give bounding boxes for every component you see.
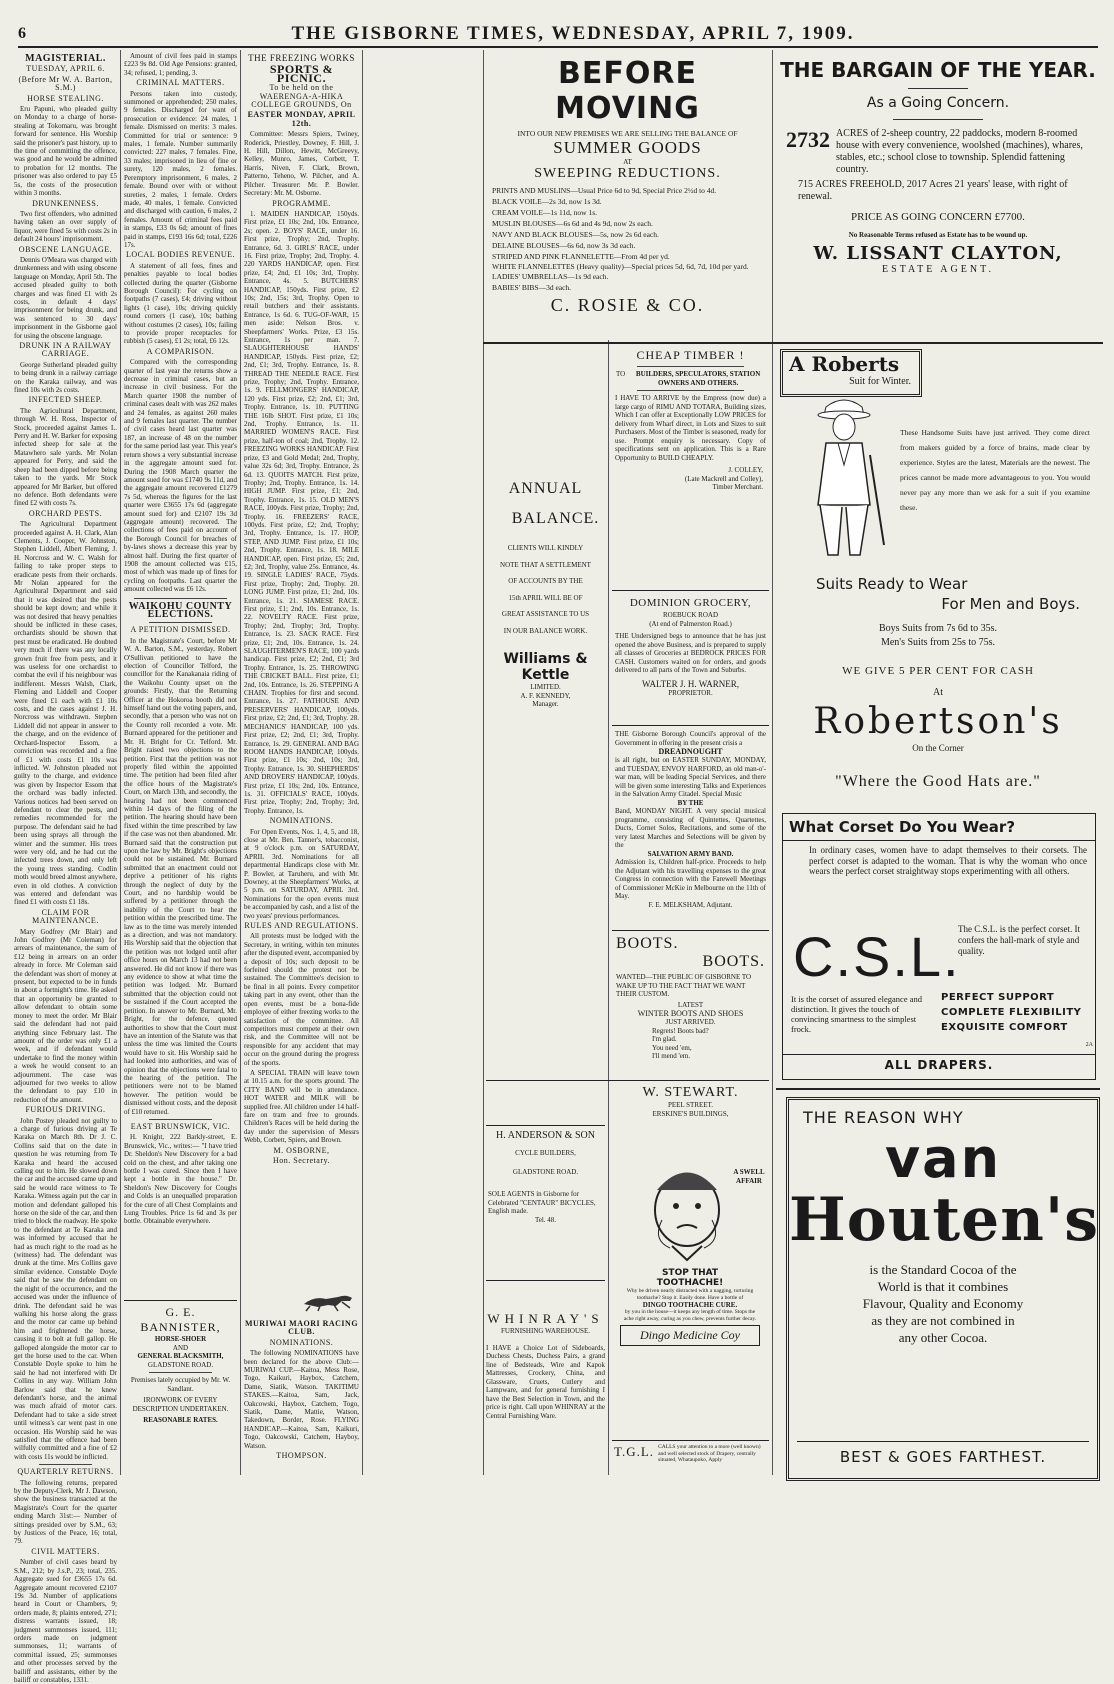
slogan: "Where the Good Hats are."	[835, 773, 1041, 790]
section-heading: CIVIL MATTERS.	[31, 1546, 100, 1556]
advert-line: as they are not combined in	[871, 1313, 1015, 1328]
advert-paragraph: CALLS your attention to a more (well known) and well selected stock of Drapery, centrally situated, Whataupoko, Apply	[658, 1444, 761, 1463]
advert-subheadline: SWEEPING REDUCTIONS.	[534, 166, 721, 181]
feature-line: COMPLETE FLEXIBILITY	[941, 1007, 1082, 1018]
advert-line: You need 'em,	[652, 1043, 692, 1052]
advert-paragraph: The C.S.L. is the perfect corset. It confers the hall-mark of style and quality.	[958, 924, 1080, 956]
column-rule	[772, 50, 773, 1475]
section-heading: DRUNK IN A RAILWAY CARRIAGE.	[19, 341, 112, 359]
divider	[783, 1054, 1095, 1055]
advert-subheadline: SUMMER GOODS	[553, 138, 702, 157]
article-paragraph: George Sutherland pleaded guilty to being drunk in a railway carriage on the Karaka railway, and was fined 10s with 2s costs.	[14, 360, 117, 395]
feature-line: PERFECT SUPPORT	[941, 992, 1055, 1003]
advert-paragraph: Admission 1s, Children half-price. Proceeds to help the Adjutant with his travelling expenses to the great Congress in connection with the Farewell Meetings of Commissioner McKie in Melbourne on the 11th of May.	[615, 858, 766, 900]
advert-headline: BEFORE MOVING	[555, 56, 700, 126]
racing-club-title: MURIWAI MAORI RACING CLUB.	[244, 1319, 359, 1337]
whinray-advert	[486, 1280, 605, 1476]
article-paragraph: The Agricultural Department, through W. H. Ross, Inspector of Stock, proceeded against James L. Perry and H. W. Barker for exposing infected sheep for sale at the Matawhero sale yards. Mr Nolan appeared for Perry, and said the sheep had been dipped before being taken to the yards. Mr Stock appeared for Mr Barker, but offered no defence. Both defendants were fined £2 with costs 7s.	[14, 406, 117, 508]
court-bench: (Before Mr W. A. Barton, S.M.)	[18, 74, 113, 93]
divider	[149, 622, 212, 623]
signature: THOMPSON.	[276, 1451, 327, 1461]
advert-headline: BOOTS.	[702, 953, 765, 970]
advert-line: AT	[623, 158, 632, 166]
advert-headline: DOMINION GROCERY,	[629, 597, 752, 609]
article-paragraph: The Agricultural Department proceeded against A. H. Clark, Alan Clements, J. Cooper, W. Johnston, Stephen Liddell, Albert Fleming, J. H. Norcross and W. C. Walsh for failing to take proper steps to eradicate pests from their orchards. Mr Nolan appeared for the Agricultural Department and said that it was desired that the pests should be kept down; and while it was not desired that heavy penalties should be inflicted in these cases, orchardists should be shown that pest must be eradicated. He doubted very much if there was any locally grown fruit free from pests, and it was useless for one orchardist to combat the evil if his neighbour was indifferent. Messrs Walsh, Clark, Fleming and Liddell and Cooper were fined £1 each with £1 10s costs, and the cases against J. H. Norcross was withdrawn. Stephen Liddell did not appear in answer to the charge, and on the evidence of Orchard-Inspector Essom, a conviction was recorded and a fine of £1 with costs £1 10s was inflicted. W. Johnston pleaded not guilty to the charge, and evidence was given by Inspector Essom that the orchard was badly infected. Various notices had been served on defendant to clear the pests, and remedies recommended for the purpose. The defendant said he had been using sprays all through the winter and the summer. His trees were very old, and he had cut the infected trees down, and only left the young trees standing. Codlin moth would breed almost anywhere, even in old clothes. A conviction was entered and defendant was fined £1 with costs £1 18s.	[14, 520, 117, 907]
sale-item: LADIES' UMBRELLAS—1s 9d each.	[492, 272, 609, 281]
signature: Timber Merchant.	[712, 483, 763, 491]
advert-headline: For Men and Boys.	[941, 595, 1080, 613]
advert-footer: BEST & GOES FARTHEST.	[839, 1448, 1047, 1466]
advert-line: WE GIVE 5 PER CENT FOR CASH	[842, 665, 1034, 677]
section-heading: RULES AND REGULATIONS.	[244, 921, 359, 931]
advert-line: TO	[616, 370, 626, 378]
article-paragraph: In the Magistrate's Court, before Mr W. A. Barton, S.M., yesterday, Robert O'Sullivan petitioned to have the election of Councillor Telford, the councillor for the Kanakanaia riding of the Waikohu County upset on the grounds: Firstly, that the Returning Officer at the Hokoroa booth did not himself hand out the voting papers, and, secondly, that a person who was not on the County roll recorded a vote. Mr. Burnard appeared for the petitioner and Mr. H. Bright for Cr. Telford. Mr. Bright raised two objections to the petition. First that the petition was not properly filed within the appointed time. The petition had been filed after the office hours of the Magistrate's Court, on March 13th, and secondly, the hearing had not been commenced within 14 days of the filing of the petition. The hearing should have been fixed within the time prescribed by law if the case was not then abandoned. Mr. Burnard said that the construction put upon the law by Mr. Bright's objections could not be sustained. Mr. Burnard submitted that an enactment could not deprive a petitioner of his rights through the neglect of duty by the Court, and no hardship would be suffered by a petitioner through the inability of the Court to hear the petition within the prescribed time. The law as to the time was merely intended as a direction, and was not mandatory. His Worship said that the objection that the petition was not lodged until after office hours on March 13 had not been answered. He did not know if there was any evidence to show at what time the petition was lodged. Mr. Burnard submitted that the objection could not be sustained if the Court accepted the petition. In answer to Mr. Burnard, Mr. Bright, for the defence, quoted authorities to show that the Court must have an intention of the Statute was that unless the time was limited the Courts would have to sit. His Worship said he had looked into authorities, and was of opinion that the objections were fatal to the hearing of the petition. The petitioners were not to be blamed however. The petition would be dismissed without costs, and the deposit of £10 returned.	[124, 636, 237, 1116]
advert-headline: What Corset Do You Wear?	[783, 814, 1095, 841]
advert-line: FURNISHING WAREHOUSE.	[501, 1327, 590, 1335]
advertiser-name: H. ANDERSON & SON	[496, 1130, 595, 1141]
advertiser-name: G. E. BANNISTER,	[140, 1305, 221, 1334]
roberts-label-box	[780, 349, 922, 397]
bannister-advert	[124, 1300, 237, 1476]
price-line: Boys Suits from 7s 6d to 35s.	[878, 623, 998, 634]
section-heading: CRIMINAL MATTERS.	[136, 78, 225, 88]
event-date: EASTER MONDAY, APRIL 12th.	[247, 110, 356, 128]
section-heading: CLAIM FOR MAINTENANCE.	[32, 907, 99, 926]
price: PRICE AS GOING CONCERN £7700.	[851, 211, 1025, 223]
column-rule	[608, 340, 609, 1475]
divider	[149, 1372, 212, 1373]
programme-list: 1. MAIDEN HANDICAP, 150yds. First prize, £1 10s; 2nd, 10s. Entrance, 2s; open. 2. BOYS' RACE, under 16. First prize, Trophy; 2nd, Trophy. Entrance, 6d. 3. GIRLS' RACE, under 16. First prize, Trophy; 2nd, Trophy. 4. 220 YARDS HANDICAP, open. First prize, £4; 2nd, £1 10s; 3rd, Trophy. Entrance, 4s. 5. BUTCHERS' HANDICAP, 150yds. First prize, £2 10s; 2nd, 15s; 3rd, Trophy. Open to retail butchers and their assistants. Entrance, 1s 6d. 6. TUG-OF-WAR, 15 men aside: Nelson Bros. v. Sheepfarmers' Works. Prize, £3 15s. Entrance, 1s per man. 7. SLAUGHTERHOUSE HANDS' HANDICAP, 150yds. First prize, £2; 2nd, £1; 3rd, Trophy. Entrance, 1s. 8. THREAD THE NEEDLE RACE. First prize, Trophy; 2nd, Trophy. Entrance, 1s. 9. FELLMONGERS' HANDICAP, 120 yds. First prize, £2; 2nd, £1; 3rd, Trophy. Entrance, 1s. 10. PUTTING THE 16lb SHOT. First prize, £1 10s; 2nd, Trophy. Entrance, 1s. 11. MARRIED WOMEN'S RACE. First prize, half-ton of coal; 2nd, Trophy. 12. FREEZING WORKS HANDICAP. First prize, £3 and Gold Medal; 2nd, Trophy, value 32s 6d; 3rd, Trophy. Entrance, 2s 6d. 13. QUOITS MATCH. First prize, Trophy; 2nd, Trophy. Entrance, 1s. 14. HIGH JUMP. First prize, £1; 2nd, Trophy. Entrance, 1s. 15. OLD MEN'S RACE, 100yds. First prize, Trophy; 2nd, Trophy. 16. FREEZERS' RACE, 100yds. First prize, £2; 2nd, Trophy; 3rd, Trophy. Entrance, 1s. 17. HOP, STEP, AND JUMP. First prize, £1 10s; 2nd, Trophy. Entrance, 1s. 18. MILE HANDICAP, open. First prize, £5; 2nd, £2; 3rd, Trophy, value 25s. Entrance, 4s. 19. SINGLE LADIES' RACE, 75yds. First prize, Trophy; 2nd, Trophy. 20. LONG JUMP. First prize, £1; 2nd, 10s. Entrance, 1s. 21. SIAMESE RACE. First prize, £1; 2nd, 10s. Entrance, 1s. 22. NOVELTY RACE. First prize, Trophy; 2nd, Trophy; 3rd, Trophy. Entrance, 1s. 23. SACK RACE. First prize, £1; 2nd, 10s. Entrance, 1s. 24. SLAUGHTERMEN'S RACE, 100 yards handicap. First prize, £2; 2nd, £1; 3rd Trophy. Entrance, 1s. 25. THROWING THE CRICKET BALL. First prize, £1; 2nd, 10s. Entrance, 1s. 26. STEPPING A CHAIN. Trophies for first and second. Entrance, 1s. 27. FATHOUSE AND PRESERVERS' HANDICAP, 100yds. First prize, £2; 2nd, £1; 3rd, Trophy. 28. MECHANICS' HANDICAP, 100 yds. First prize, £2; 2nd, £1; 3rd, Trophy. Entrance, 1s. 29. GENERAL AND BAG ROOM HANDS HANDICAP, 100yds. First prize, £1 10s; 2nd, 10s; 3rd, Trophy. Entrance, 1s. 30. SHEPHERDS' AND DROVERS' HANDICAP, 100yds. First prize, £1 10s; 2nd, 10s. Entrance, 1s. 31. OFFICIALS' RACE, 100yds. First prize, Trophy; 2nd, Trophy; 3rd, Trophy. Entrance, 1s.	[244, 209, 359, 815]
advert-line: BUILDERS, SPECULATORS, STATION OWNERS AND OTHERS.	[635, 370, 761, 387]
advertiser-name: WALTER J. H. WARNER,	[641, 678, 739, 689]
divider	[637, 390, 744, 391]
column-rule	[362, 50, 363, 1475]
advert-line: CLIENTS WILL KINDLY	[507, 544, 584, 552]
section-heading: A COMPARISON.	[146, 346, 215, 356]
acreage-number: 2732	[786, 127, 830, 152]
advert-line: HORSE-SHOER	[154, 1335, 207, 1343]
feature-line: EXQUISITE COMFORT	[941, 1022, 1068, 1033]
newspaper-title: THE GISBORNE TIMES, WEDNESDAY, APRIL 7, 1909.	[291, 23, 855, 44]
court-returns-column	[124, 52, 237, 1477]
advert-line: ROEBUCK ROAD	[662, 611, 719, 619]
advert-line: is the Standard Cocoa of the	[869, 1262, 1017, 1277]
advert-line: GREAT ASSISTANCE TO US	[501, 610, 590, 618]
advert-line: ERSKINE'S BUILDINGS,	[652, 1109, 729, 1118]
advert-line: Manager.	[532, 700, 559, 708]
advert-line: by you in the house—it keeps any length of time. Stops the ache right away, curing as you chew, prevents further decay.	[623, 1309, 757, 1322]
advert-line: At	[933, 687, 943, 698]
advertiser-name: A Roberts	[789, 352, 900, 376]
article-paragraph: Persons taken into custody, summoned or apprehended; 250 males, 9 females. Discharged for want of prosecution or evidence: 24 males, 1 female. Dismissed on merits: 3 males. Committed for trial or sentence: 9 males, 1 female. Number summarily convicted: 227 males, 7 females. Fine, 33 males; imprisoned in lieu of fine or surety, 120 males, 2 females. Peremptory imprisonment, 6 males, 2 female. Bound over with or without sureties, 2 males, 1 female. Orders made, 40 males, 1 female. Convicted and discharged with caution, 6 males, 2 females. Amount of criminal fees paid in stamps, £33 0s 6d; amount of fines paid in stamps, £193 16s 6d; total, £226 17s.	[124, 89, 237, 249]
article-paragraph: Mary Godfrey (Mr Blair) and John Godfrey (Mr Coleman) for arrears of maintenance, the sum of £12 being in arrears on an order already in force. Mr Coleman said the defendant was short of money at present, but expected to be in funds in about a fortnight's time. He asked that an opportunity be granted to allow defendant to obtain some money to meet the order. Mr Blair said the defendant had not paid anything since February last. The amount of the order was only £1 a week, and if defendant would undertake to find the money within a week he would consent to an adjournment. The case was adjourned for two weeks to allow the defendant to pay £10 in reduction of the amount.	[14, 927, 117, 1104]
article-paragraph: Two first offenders, who admitted having taken an over supply of liquor, were fined 5s with costs 2s in default 24 hours' imprisonment.	[14, 209, 117, 244]
sports-title: SPORTS & PICNIC.	[269, 62, 334, 85]
section-heading: INFECTED SHEEP.	[28, 395, 103, 405]
sports-picnic-column	[244, 52, 359, 1297]
advert-footer: ALL DRAPERS.	[884, 1058, 994, 1072]
advert-headline: ANNUAL	[508, 480, 583, 497]
advertiser-name: W. STEWART.	[642, 1085, 739, 1100]
masthead	[18, 22, 1098, 48]
advert-line: LATEST	[677, 1000, 704, 1009]
advert-headline: DREADNOUGHT	[658, 747, 723, 756]
advert-headline: Suits Ready to Wear	[816, 575, 968, 593]
brand-script: Dingo Medicine Coy	[620, 1325, 760, 1346]
advert-subheadline: As a Going Concern.	[866, 95, 1010, 111]
property-description: 715 ACRES FREEHOLD, 2017 Acres 21 years' lease, with right of renewal.	[798, 179, 1068, 202]
advert-line: WINTER BOOTS AND SHOES	[637, 1009, 744, 1018]
tgl-advert	[612, 1440, 769, 1479]
advertiser-name: W. LISSANT CLAYTON,	[813, 243, 1063, 264]
annual-balance-advert	[486, 480, 605, 800]
column-rule	[240, 50, 241, 1475]
nominations-list: The following NOMINATIONS have been declared for the above Club:— MURIWAI CUP.—Kaitoa, Mess Rose, Togo, Kaikuri, Haybox, Catchem, Dame, Siatik, Watson. TAKITIMU STAKES.—Kaitoa, Sam, Jack, Oakcowski, Haybox, Catchem, Togo, Siatik, Dame, Mattie, Watson, Takedown, Border, Rose. FLYING HANDICAP.—Kaitoa, Sam, Kaikuri, Togo, Oakcowski, Catchem, Hayboy, Watson.	[244, 1349, 359, 1450]
advert-line: On the Corner	[912, 743, 964, 753]
dominion-grocery-advert	[612, 590, 769, 726]
advert-line: REASONABLE RATES.	[143, 1416, 218, 1424]
sale-item: NAVY AND BLACK BLOUSES—5s, now 2s 6d each.	[492, 230, 659, 239]
divider	[797, 1441, 1089, 1442]
article-paragraph: John Postey pleaded not guilty to a charge of furious driving at Te Karaka on March 8th. Dr J. C. Collins said that on the date in question he was returning from Te Karaka and heard the accused calling out to him. He slowed down the car and the accused came up and said he would race witness to Te Karaka. Witness again put the car in motion and defendant galloped his horse on the side of the car, and then tried to block the roadway. He spoke to the defendant at Te Karaka and was informed by accused that he had as much right to the road as he (witness) had. The defendant was drunk at the time. Mrs Collins gave similar evidence. Constable Doyle said that he saw the defendant on the night of the occurrence, and the accused was under the influence of drink. The defendant said he was walking his horse along the grass and the motor car came up behind him and frightened the horse, causing it to bolt at full gallop. He galloped alongside the motor car to get the horse used to the car. When Constable Doyle spoke to him he said he had not interfered with Dr Collins in any way. William John Barlow said that he knew defendant's horse, and the animal was much afraid of motor cars. Defendant had to take a side street until witness's car went past in one occasion. His Worship said he was satisfied that the offence had been wilfully committed and a fine of £2 with costs 11s would be inflicted.	[14, 1116, 117, 1461]
divider	[39, 1464, 92, 1465]
section-heading: FURIOUS DRIVING.	[25, 1105, 106, 1115]
advert-line: (At end of Palmerston Road.)	[649, 619, 732, 628]
advert-line: any other Cocoa.	[898, 1330, 988, 1345]
salvation-army-advert	[612, 725, 769, 931]
advert-line: World is that it combines	[877, 1279, 1009, 1294]
advert-line: SALVATION ARMY BAND.	[647, 849, 734, 858]
section-heading: ORCHARD PESTS.	[28, 508, 103, 518]
section-heading: QUARTERLY RETURNS.	[17, 1467, 114, 1477]
bargain-advert	[776, 52, 1100, 337]
van-houtens-advert	[786, 1097, 1100, 1481]
advert-line: I'm glad.	[652, 1035, 677, 1043]
advert-paragraph: THE Undersigned begs to announce that he has just opened the above Business, and is prepared to supply all classes of Groceries at BEDROCK PRICES FOR CASH. Customers waited on for orders, and goods delivered to all parts of the Town and Suburbs.	[615, 632, 766, 674]
advert-line: Regrets! Boots bad?	[652, 1026, 709, 1035]
page-number: 6	[18, 25, 26, 42]
advert-line: IN OUR BALANCE WORK.	[503, 626, 588, 635]
column-rule	[120, 50, 121, 1475]
advert-line: PEEL STREET.	[667, 1101, 714, 1109]
advert-line: PROPRIETOR.	[668, 688, 713, 697]
advert-line: Tel. 48.	[534, 1215, 557, 1224]
advertiser-name: Robertson's	[813, 701, 1063, 742]
advert-paragraph: In ordinary cases, women have to adapt themselves to their corsets. The perfect corset is adapted to the woman. That is why the woman who once wears the perfect corset straightway stops experimenting with all others.	[809, 845, 1087, 876]
advert-line: Premises lately occupied by Mr. W. Sandlant.	[130, 1376, 231, 1393]
sale-item: WHITE FLANNELETTES (Heavy quality)—Special prices 5d, 6d, 7d, 10d per yard.	[492, 262, 749, 271]
advertiser-name: WHINRAY'S	[487, 1311, 604, 1326]
article-paragraph: The following returns, prepared by the Deputy-Clerk, Mr J. Dawson, show the business transacted at the Magistrate's Court for the quarter ending March 31st:— Number of sittings presided over by S.M., 63; by Justices of the Peace, 16; total, 79.	[14, 1478, 117, 1546]
divider	[149, 1119, 212, 1120]
signature: J. COLLEY,	[728, 466, 763, 474]
sale-item: STRIPED AND PINK FLANNELETTE—From 4d per yd.	[492, 252, 670, 261]
advert-line: Why be driven nearly distracted with a nagging, torturing toothache? Stop it. Easily done. Have a bottle of	[626, 1288, 754, 1301]
advert-paragraph: is all right, but on EASTER SUNDAY, MONDAY, and TUESDAY, ENVOY HARFORD, an old man-o'-war man, will be leading Special Services, and there will be given some interesting Talks and Experiences in the Salvation Army Citadel. Special Music	[615, 756, 766, 798]
advert-line: GLADSTONE ROAD.	[147, 1360, 214, 1369]
article-paragraph: H. Knight, 222 Barkly-street, E. Brunswick, Vic., writes:— "I have tried Dr. Sheldon's New Discovery for a bad cold on the chest, and after taking one bottle I was cured. Since then I have kept a bottle in the house." Dr. Sheldon's New Discovery for Coughs and Colds is an unequalled preparation for the cure of all Chest Complaints and Lung Troubles. Price 1s 6d and 3s per bottle. Obtainable everywhere.	[124, 1133, 237, 1226]
advert-headline: TOOTHACHE!	[656, 1278, 724, 1288]
advert-line: A. F. KENNEDY,	[520, 691, 571, 700]
advert-line: JUST ARRIVED.	[665, 1018, 716, 1026]
before-moving-advert	[486, 52, 769, 342]
article-paragraph: For Open Events, Nos. 1, 4, 5, and 18, close at Mr. Ben. Tanner's, tobacconist, at 9 o'clock p.m. on SATURDAY, APRIL 3rd. Nominations for all departmental Handicaps close with Mr. P. Bowler, at Taruheru, and with Mr. Downey, at the Sheepfarmers' Works, at 5 p.m. on SATURDAY, APRIL 3rd. Nominations for the open events must be accompanied by cash, and a list of the two years' previous performances.	[244, 827, 359, 920]
advert-headline: THE BARGAIN OF THE YEAR.	[780, 58, 1096, 82]
advert-line: Suit for Winter.	[849, 376, 911, 387]
advert-headline: THE REASON WHY	[803, 1108, 964, 1127]
sale-item: PRINTS AND MUSLINS—Usual Price 6d to 9d, Special Price 2½d to 4d.	[492, 186, 717, 195]
article-paragraph: Compared with the corresponding quarter of last year the returns show a decrease in criminal cases, but an increase in civil business. For the March quarter 1908 the number of criminal cases dealt with was 262 males and 24 females, as against 260 males and 9 females last quarter. The number of civil cases heard last quarter was 187, an increase of 48 on the number for the same period last year. This year's return shows a very substantial increase in the aggregate amount sued for. During the 1908 March quarter the amount sued for was £1740 9s 11d, and the aggregate amount recovered £1279 7s 5d, whereas the figures for the last quarter were £3655 17s 6d (aggregate amount sued for) and £2107 19s 3d (aggregate amount) recovered. The collections of fees paid on account of the Borough Council for breaches of by-laws shows a decrease this year by almost half. During the first quarter of 1908 the amount collected was £15, most of which was made up of fines for cycling on footpaths. Last quarter the amount collected was £6 12s.	[124, 358, 237, 594]
magisterial-headline: MAGISTERIAL.	[25, 53, 106, 64]
advert-line: WANTED—THE PUBLIC OF GISBORNE TO WAKE UP TO THE FACT THAT WE WANT THEIR CUSTOM.	[616, 973, 752, 998]
brand-name: Houten's	[789, 1185, 1099, 1255]
signature-title: Hon. Secretary.	[273, 1156, 330, 1165]
swollen-face-icon	[642, 1160, 732, 1265]
racehorse-icon	[300, 1290, 360, 1312]
advert-line: CYCLE BUILDERS,	[515, 1149, 576, 1157]
waikohu-headline: WAIKOHU COUNTY ELECTIONS.	[128, 600, 233, 620]
advert-line: LIMITED.	[530, 683, 561, 691]
sale-items	[486, 185, 769, 293]
advert-line: IRONWORK OF EVERY DESCRIPTION UNDERTAKEN.	[132, 1396, 229, 1413]
anderson-advert	[486, 1125, 605, 1276]
advert-headline: STOP THAT	[661, 1268, 719, 1278]
article-paragraph: Amount of civil fees paid in stamps £223 9s 8d. Old Age Pensions: granted, 34; refused, 1; pending, 3.	[124, 52, 237, 77]
advertiser-role: ESTATE AGENT.	[882, 264, 994, 275]
toothache-advert	[612, 1160, 769, 1395]
divider	[134, 598, 227, 599]
divider	[483, 342, 1103, 344]
advert-paragraph: These Handsome Suits have just arrived. They come direct from makers guided by a force of brains, made clear by experience. Styles are the latest, Materials are the newest. The prices cannot be made more advantageous to you. You would never pay any more than we ask for a suit if you examine these.	[900, 428, 1090, 512]
advertiser-name: C. ROSIE & CO.	[550, 295, 705, 315]
terms: No Reasonable Terms refused as Estate has to be wound up.	[848, 231, 1028, 239]
divider	[776, 1088, 1100, 1090]
signature: M. OSBORNE,	[273, 1145, 330, 1155]
advertiser-name: Williams & Kettle	[503, 651, 588, 683]
advert-line: GENERAL BLACKSMITH,	[137, 1352, 224, 1360]
article-paragraph: Eru Papuni, who pleaded guilty on Monday to a charge of horse-stealing at Tokomaru, was brought forward for sentence. His Worship said the prisoner's past history, up to the time of committing the offence, was good and he would be admitted to probation for 12 months. The prisoner was also ordered to pay £5 5s, the costs of the prosecution within 3 months.	[14, 105, 117, 198]
gentleman-figure-icon	[798, 395, 890, 565]
advert-line: OF ACCOUNTS BY THE	[508, 577, 583, 585]
divider	[637, 366, 744, 367]
advert-line: SOLE AGENTS in Gisborne for Celebrated "CENTAUR" BICYCLES, English made.	[488, 1190, 596, 1215]
section-heading: A PETITION DISMISSED.	[130, 625, 231, 635]
advert-paragraph: Band, MONDAY NIGHT. A very special musical programme, consisting of Quintettes, Quartettes, Ducts, Cornet Solos, Recitations, and some of the very latest Marches and Selections will be given by the	[615, 807, 766, 849]
section-heading: NOMINATIONS.	[269, 816, 334, 826]
sale-item: DELAINE BLOUSES—6s 6d, now 3s 3d each.	[492, 241, 636, 250]
advert-paragraph: THE Gisborne Borough Council's approval of the Government in offering in the present crisis a	[615, 730, 766, 747]
boots-advert	[612, 930, 769, 1081]
article-paragraph: A statement of all fees, fines and penalties payable to local bodies collected during the quarter (Gisborne Borough Council): For cycling on footpaths (7 cases), £4; driving without lights (1 case), 10s; driving quickly round corners (1 case), 10s; bathing without costumes (2 cases), 10s; failing to provide proper receptacles for rubbish (5 cases), £1 2s; total, £6 12s.	[124, 261, 237, 346]
advertiser-name: T.G.L.	[614, 1444, 655, 1459]
article-paragraph: Committee: Messrs Spiers, Twiney, Roderick, Priestley, Downey, F. Hill, J. H. Hill, Dillon, Hewitt, McGreevy, Kelley, Munro, James, Corbett, T. Harris, Niven, F. Clark, Brown, Patterno, Teheno, W. Pilcher, and A. Pilcher. Treasurer: Mr. P. Bowler. Secretary: Mr. M. Osborne.	[244, 130, 359, 198]
divider	[893, 119, 983, 120]
section-heading: HORSE STEALING.	[27, 93, 104, 103]
brand-van: van	[884, 1127, 1002, 1190]
signature: (Late Mackrell and Colley),	[684, 474, 763, 483]
article-paragraph: Dennis O'Meara was charged with drunkenness and with using obscene language on Monday, April 5th. The accused pleaded guilty to both charges and was fined £1 with 2s costs, in default 4 days' imprisonment for being drunk, and was sentenced to 30 days' imprisonment in the Gisborne gaol for using the obscene language.	[14, 255, 117, 340]
section-heading: OBSCENE LANGUAGE.	[18, 244, 113, 254]
speech-bubble: A SWELL AFFAIR	[733, 1168, 765, 1185]
product-name: DINGO TOOTHACHE CURE.	[642, 1301, 738, 1309]
advert-line: To be held on the WAERENGA-A-HIKA COLLEGE GROUNDS, On	[251, 83, 352, 110]
section-heading: DRUNKENNESS.	[32, 198, 99, 208]
advert-headline: BOOTS.	[616, 935, 679, 952]
magisterial-column	[14, 52, 117, 1684]
advert-headline: CHEAP TIMBER !	[636, 348, 745, 362]
advert-paragraph: I HAVE TO ARRIVE by the Empress (now due) a large cargo of RIMU AND TOTARA, Building sizes, Which I can offer at Exceptionally LOW PRICES for delivery from Wharf direct, in Lots and Sizes to suit Purchasers. Most of the Timber is seasoned, ready for use. Prompt enquiry is necessary. Copy of specifications sent on application. This is a Rare Opportunity to BUILD CHEAPLY.	[615, 394, 766, 462]
corset-logo: C.S.L.	[793, 925, 961, 988]
advert-line: INTO OUR NEW PREMISES WE ARE SELLING THE BALANCE OF	[517, 129, 738, 138]
article-paragraph: All protests must be lodged with the Secretary, in writing, within ten minutes after the disputed event, accompanied by a deposit of 10s; such deposit to be forfeited should the protest not be sustained. The Committee's decision to be final in all points. Every competitor taking part in any event, other than the open events, must be a bona-fide employee of either freezing works to the satisfaction of the committee. All competitors must compete at their own risk, and the Committee will not be responsible for any accident that may occur on the ground during the progress of the sports.	[244, 932, 359, 1067]
sale-item: MUSLIN BLOUSES—6s 6d and 4s 9d, now 2s each.	[492, 219, 653, 228]
article-paragraph: A SPECIAL TRAIN will leave town at 10.15 a.m. for the sports ground. The CITY BAND will be in attendance. HOT WATER and MILK will be supplied free. All children under 14 half-fare on tram and free to grounds. Children's Races will be held during the day under the supervision of Messrs Webb, Corbett, Spiers, and Brown.	[244, 1068, 359, 1145]
property-description: ACRES of 2-sheep country, 22 paddocks, modern 8-roomed house with every convenience, woolshed (machines), whares, stables, etc.; school close to township. Splendid fattening country.	[836, 128, 1083, 175]
advert-line: NOTE THAT A SETTLEMENT	[500, 560, 591, 569]
sale-item: BLACK VOILE—2s 3d, now 1s 3d.	[492, 197, 602, 206]
signature: F. E. MELKSHAM, Adjutant.	[648, 900, 733, 909]
corset-advert	[782, 813, 1096, 1080]
robertsons-advert	[776, 345, 1100, 760]
sports-head: THE FREEZING WORKS	[248, 53, 355, 63]
court-date: TUESDAY, APRIL 6.	[26, 64, 105, 74]
article-paragraph: Number of civil cases heard by S.M., 212; by J.s.P., 23; total, 235. Aggregate sued for £3655 17s 6d. Aggregate amount recovered £2107 19s 3d. Number of applications heard in Court or Chambers, 9; orders made, 8; plaints entered, 271; distress warrants issued, 18; judgment summonses issued, 111; orders made on judgment summonses, 11; warrants of committal issued, 25; summonses and other processes served by the bailiff and assistants, either by the bailiff or constables, 1331.	[14, 1558, 117, 1684]
section-heading: EAST BRUNSWICK, VIC.	[130, 1121, 231, 1131]
advert-paragraph: I HAVE a Choice Lot of Sideboards, Duchess Chests, Duchess Pairs, a grand line of Bedsteads, Wire and Kapok Mattresses, Crockery, China, and Glassware, Cruets, Cutlery and Lampware, and for general furnishing I have the Best Selection in Town, and the price is right. Call upon WHINRAY at the Central Furnishing Ware.	[486, 1343, 605, 1420]
racing-club-advert	[244, 1318, 359, 1478]
price-line: Men's Suits from 25s to 75s.	[880, 637, 996, 648]
section-heading: LOCAL BODIES REVENUE.	[125, 250, 236, 260]
advert-line: BY THE	[677, 798, 704, 807]
advert-line: AND	[172, 1343, 189, 1352]
sale-item: BABIES' BIBS—3d each.	[492, 283, 572, 292]
advert-line: I'll mend 'em.	[652, 1052, 691, 1060]
divider	[908, 88, 968, 89]
advert-headline: BALANCE.	[511, 510, 600, 527]
advert-line: Flavour, Quality and Economy	[862, 1296, 1024, 1311]
sale-item: CREAM VOILE—1s 11d, now 1s.	[492, 208, 598, 217]
cheap-timber-advert	[612, 345, 769, 590]
advert-code: 2A	[1085, 1042, 1093, 1048]
advert-paragraph: It is the corset of assured elegance and distinction. It gives the touch of convincing smartness to the simplest frock.	[791, 994, 922, 1034]
column-rule	[483, 50, 484, 1475]
section-heading: NOMINATIONS.	[269, 1337, 334, 1347]
advert-line: 15th APRIL WILL BE OF	[508, 593, 583, 602]
section-heading: PROGRAMME.	[272, 198, 331, 208]
advert-line: GLADSTONE ROAD.	[512, 1167, 579, 1176]
